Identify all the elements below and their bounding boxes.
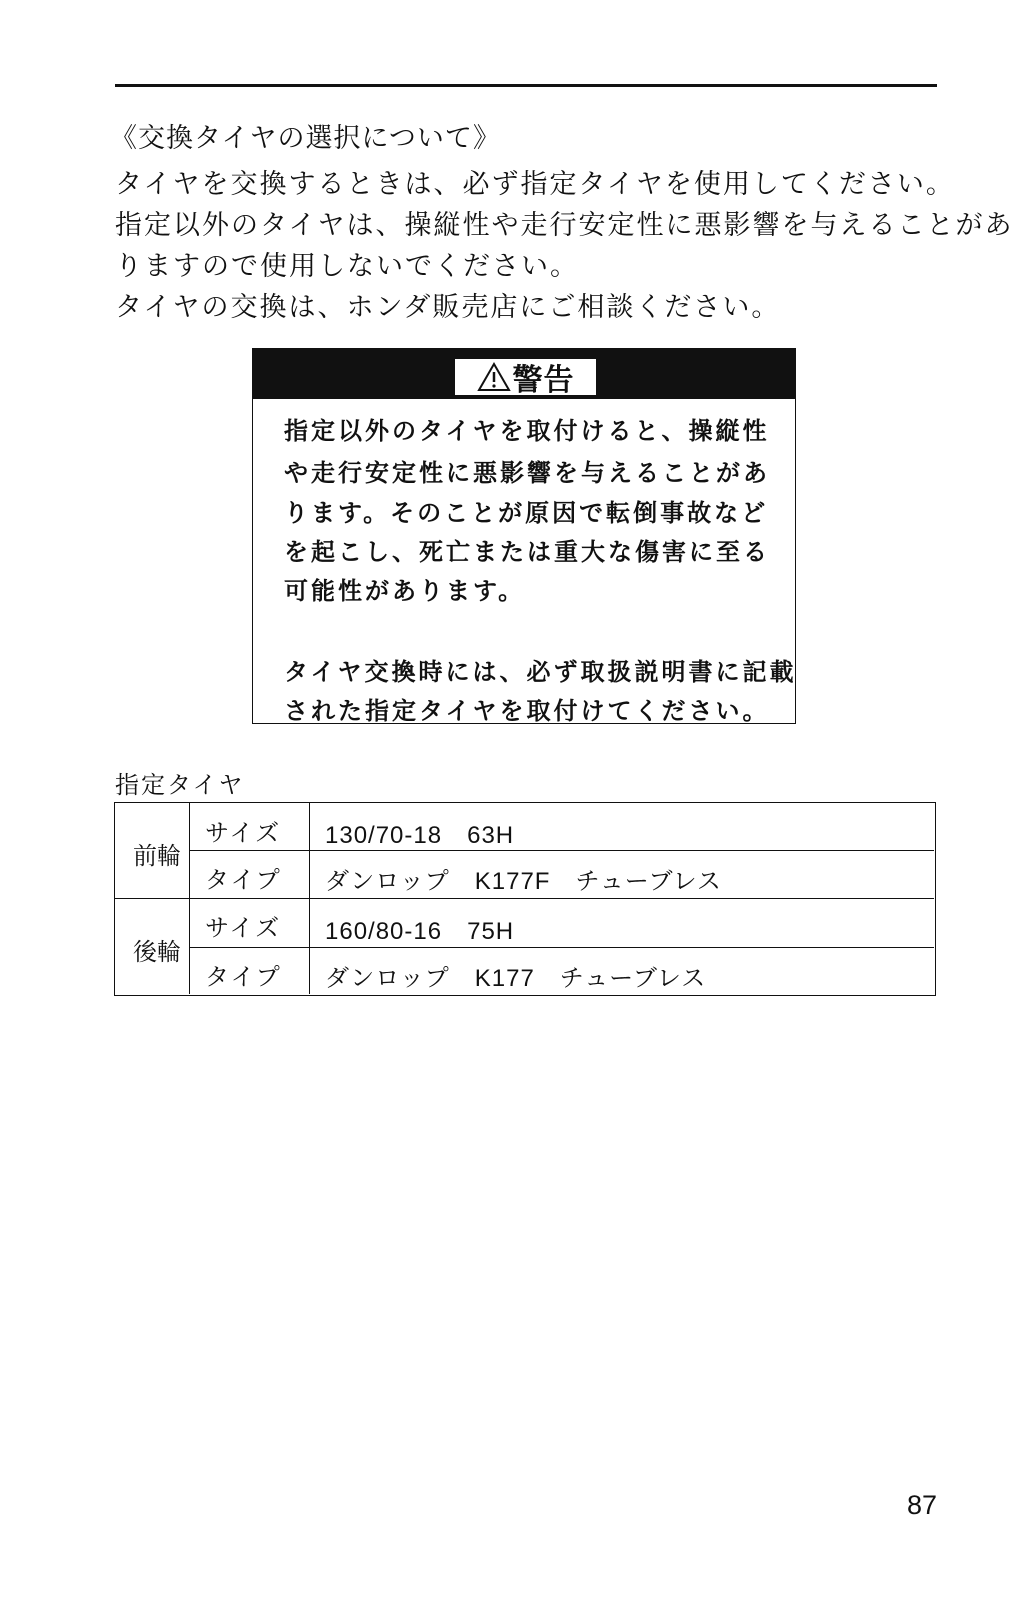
warning-label (453, 357, 598, 397)
front-type-label: タイプ (205, 866, 282, 894)
rear-wheel-label: 後輪 (133, 938, 181, 966)
rear-type-value: ダンロップ K177 チューブレス (325, 965, 707, 992)
table-divider (115, 898, 934, 899)
rear-type-label: タイプ (205, 963, 282, 991)
table-divider (189, 947, 934, 948)
table-divider (189, 850, 934, 851)
warning-text-line: を起こし、死亡または重大な傷害に至る (284, 538, 770, 566)
warning-text-line: 指定以外のタイヤを取付けると、操縦性 (284, 417, 770, 445)
front-size-label: サイズ (205, 819, 282, 847)
warning-title: 警告 (512, 363, 575, 398)
front-wheel-label: 前輪 (133, 842, 181, 870)
rear-size-value: 160/80-16 75H (325, 918, 515, 945)
page-number: 87 (906, 1490, 937, 1520)
paragraph-line: タイヤを交換するときは、必ず指定タイヤを使用してください。 (115, 169, 955, 200)
warning-box (252, 348, 796, 724)
paragraph-line: タイヤの交換は、ホンダ販売店にご相談ください。 (115, 292, 781, 323)
front-type-value: ダンロップ K177F チューブレス (325, 868, 722, 895)
top-divider (115, 84, 937, 87)
warning-header (253, 349, 795, 399)
section-heading: 《交換タイヤの選択について》 (110, 123, 501, 154)
warning-text-line: や走行安定性に悪影響を与えることがあ (284, 459, 770, 487)
warning-text-line: タイヤ交換時には、必ず取扱説明書に記載 (284, 658, 797, 686)
warning-text-line: 可能性があります。 (284, 577, 526, 605)
front-size-value: 130/70-18 63H (325, 822, 515, 849)
tire-spec-table (114, 802, 936, 996)
warning-text-line: ります。そのことが原因で転倒事故など (284, 499, 769, 527)
rear-size-label: サイズ (205, 914, 282, 942)
paragraph-line: 指定以外のタイヤは、操縦性や走行安定性に悪影響を与えることがあ (115, 210, 1014, 241)
paragraph-line: りますので使用しないでください。 (115, 251, 579, 282)
warning-triangle-icon (477, 362, 511, 392)
spec-heading: 指定タイヤ (115, 771, 245, 799)
warning-text-line: された指定タイヤを取付けてください。 (284, 697, 770, 725)
